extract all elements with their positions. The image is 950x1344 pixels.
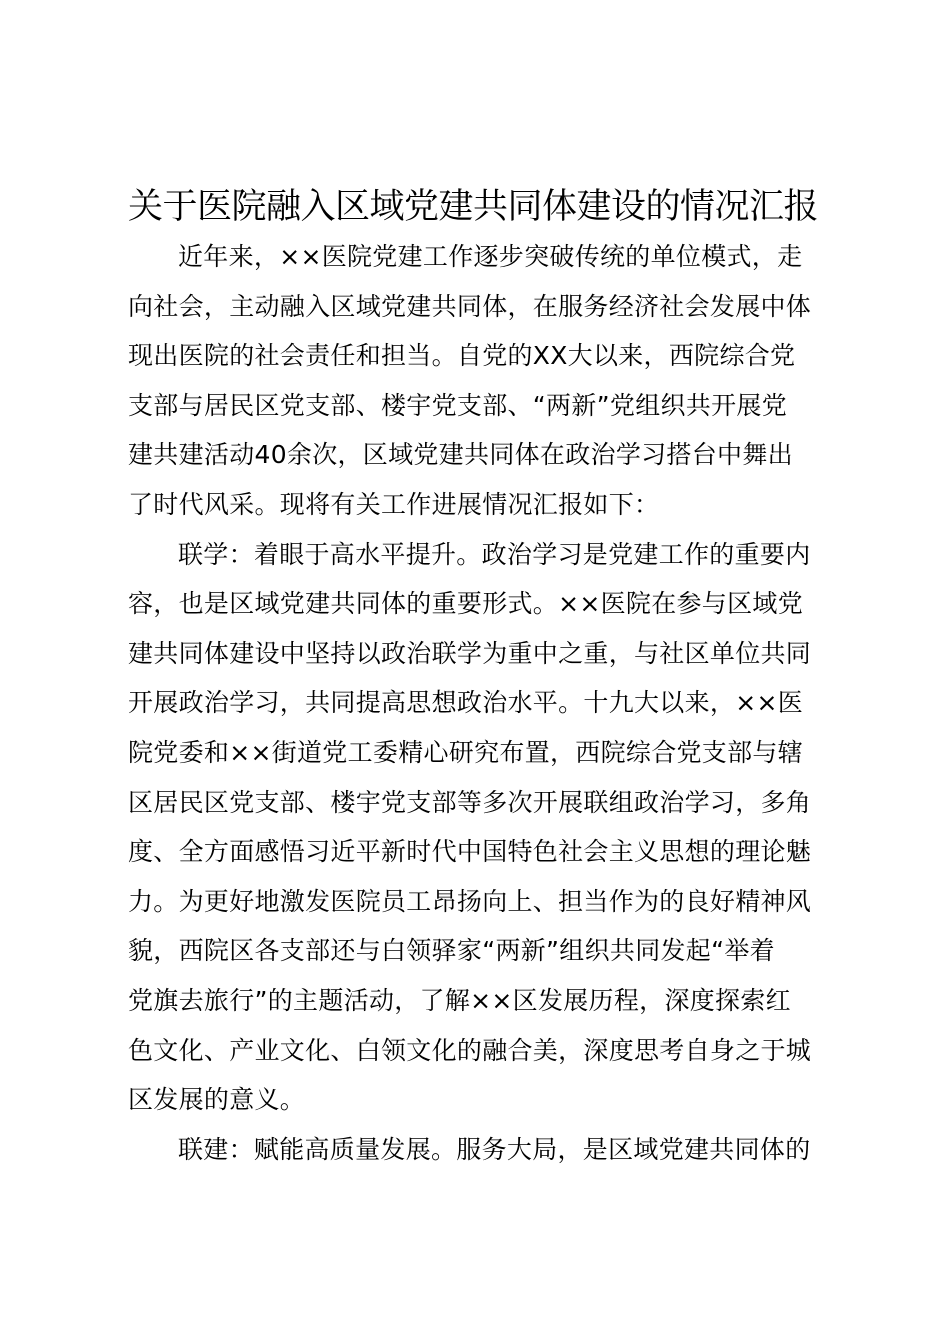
text-line: 支部与居民区党支部、楼宇党支部、“两新”党组织共开展党 [128,390,788,420]
text-line: 建共同体建设中坚持以政治联学为重中之重，与社区单位共同 [128,638,812,668]
text-line: 度、全方面感悟习近平新时代中国特色社会主义思想的理论魅 [128,837,812,867]
text-line: 党旗去旅行”的主题活动，了解××区发展历程，深度探索红 [128,985,791,1015]
text-line: 联学：着眼于高水平提升。政治学习是党建工作的重要内 [178,539,811,569]
paragraph-lianxue [128,530,838,1125]
text-line: 向社会，主动融入区域党建共同体，在服务经济社会发展中体 [128,291,812,321]
text-line: 区居民区党支部、楼宇党支部等多次开展联组政治学习，多角 [128,787,812,817]
text-line: 院党委和××街道党工委精心研究布置，西院综合党支部与辖 [128,737,803,767]
text-line: 建共建活动40余次，区域党建共同体在政治学习搭台中舞出 [128,440,793,470]
paragraph-intro [128,232,838,530]
text-line: 现出医院的社会责任和担当。自党的XX大以来，西院综合党 [128,341,796,371]
text-line: 貌，西院区各支部还与白领驿家“两新”组织共同发起“举着 [128,936,775,966]
text-line: 力。为更好地激发医院员工昂扬向上、担当作为的良好精神风 [128,886,812,916]
paragraph-lianjian [128,1125,838,1175]
text-line: 区发展的意义。 [128,1085,306,1115]
text-line: 容，也是区域党建共同体的重要形式。××医院在参与区域党 [128,589,803,619]
text-line: 了时代风采。现将有关工作进展情况汇报如下： [128,489,660,519]
text-line: 色文化、产业文化、白领文化的融合美，深度思考自身之于城 [128,1035,812,1065]
document-title: 关于医院融入区域党建共同体建设的情况汇报 [128,187,819,227]
text-line: 联建：赋能高质量发展。服务大局，是区域党建共同体的 [178,1134,811,1164]
text-line: 近年来，××医院党建工作逐步突破传统的单位模式，走 [178,242,803,271]
text-line: 开展政治学习，共同提高思想政治水平。十九大以来，××医 [128,688,803,718]
document-body [128,232,838,1174]
